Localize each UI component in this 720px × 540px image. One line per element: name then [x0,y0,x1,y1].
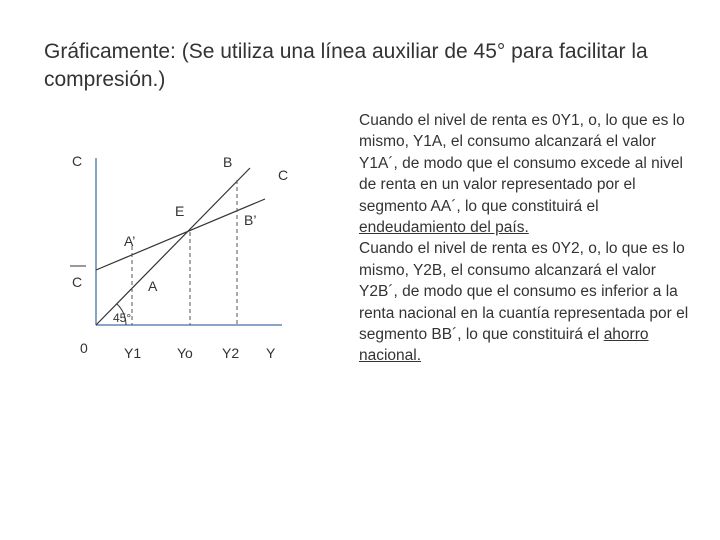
slide-title: Gráficamente: (Se utiliza una línea auxiliar de 45° para facilitar la compresión.) [44,40,648,91]
paragraph-saving-text: Cuando el nivel de renta es 0Y2, o, lo que es lo mismo, Y2B, el consumo alcanzará el valor Y2B´, de modo que el consumo es inferior a la renta nacional en la cuantía representada por el segmento BB´, lo que constituirá el [359,240,689,344]
point-a-prime-label: A’ [124,233,136,249]
angle-label: 45° [113,311,132,325]
tick-yo: Yo [177,345,193,361]
explanation-text [359,110,689,367]
paragraph-deficit-underlined: endeudamiento del país. [359,219,529,237]
paragraph-saving-underlined: ahorro nacional. [359,326,649,365]
point-e-label: E [175,203,185,219]
point-b-label: B [223,154,233,170]
tick-y1: Y1 [124,345,142,361]
point-a-label: A [148,278,158,294]
tick-y2: Y2 [222,345,240,361]
origin-label: 0 [80,340,88,356]
axis-x-label: Y [266,345,276,361]
paragraph-deficit-text: Cuando el nivel de renta es 0Y1, o, lo que es lo mismo, Y1A, el consumo alcanzará el valor Y1A´, de modo que el consumo excede al nivel de renta en un valor representado por el segmento AA´, lo que constituirá el [359,112,685,215]
line-45-degree [96,168,250,325]
c-bar-label: C [72,274,83,290]
point-b-prime-label: B’ [244,212,257,228]
axis-y-label: C [72,153,83,169]
consumption-line-label: C [278,167,289,183]
